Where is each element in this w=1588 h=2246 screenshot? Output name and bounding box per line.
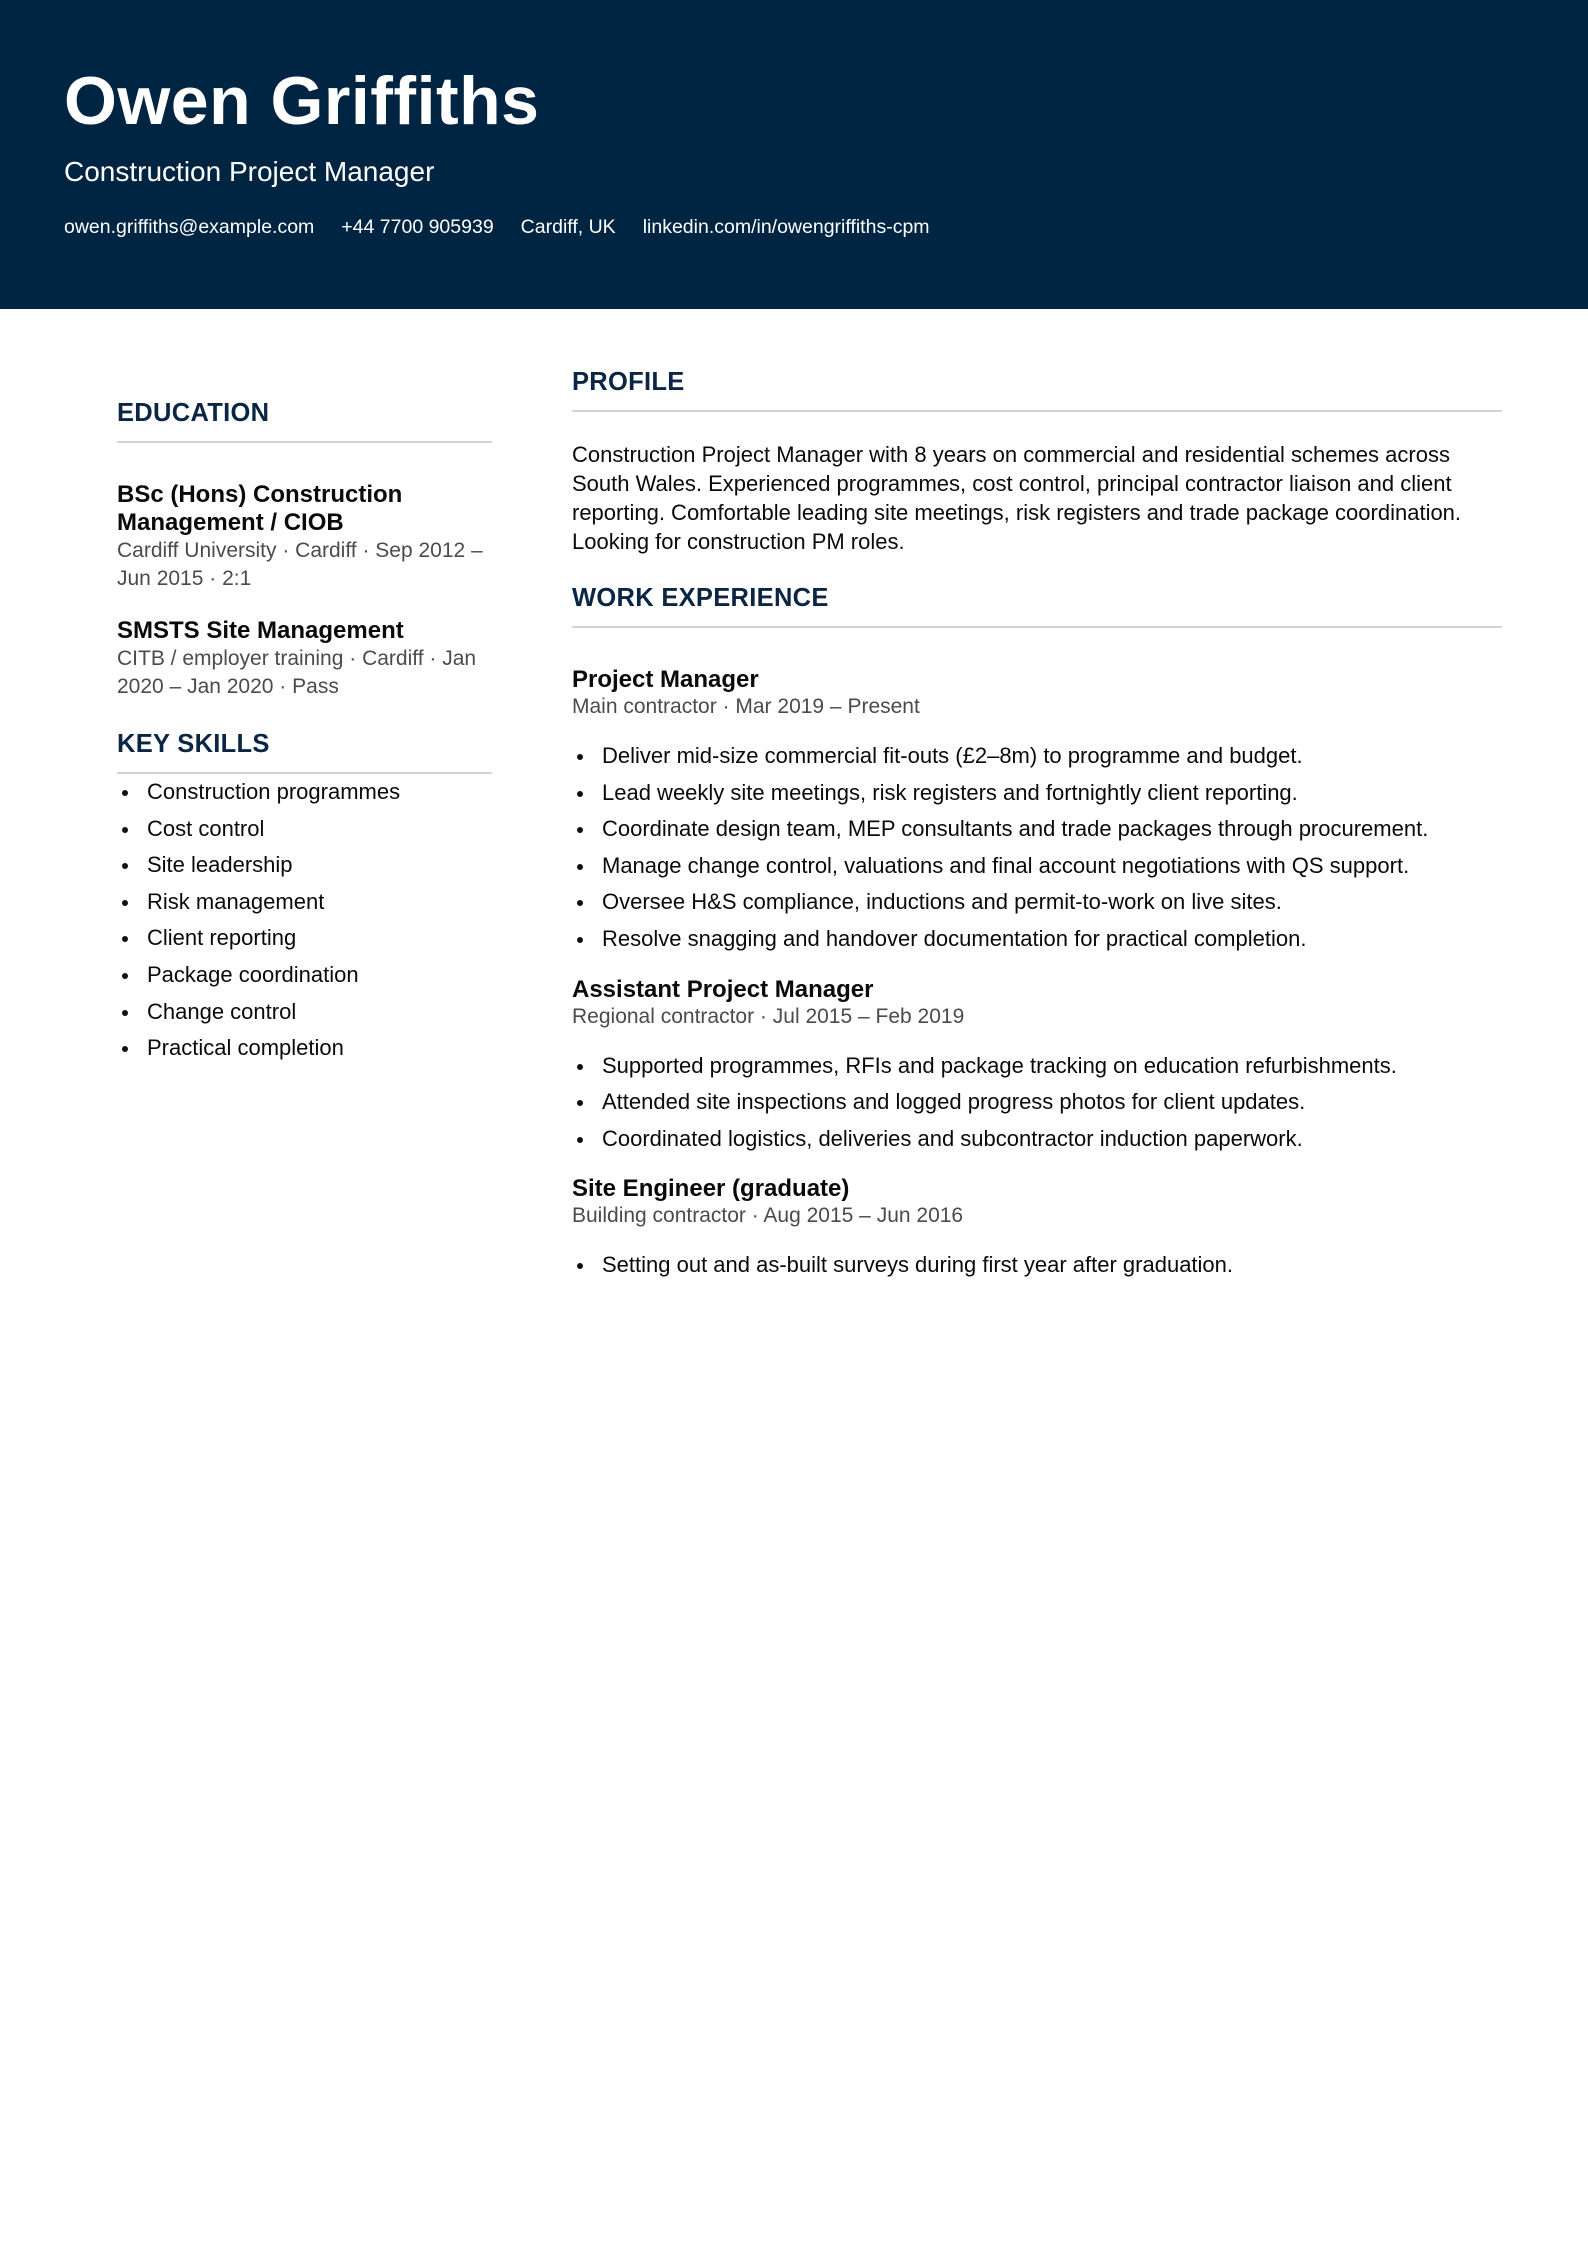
job-meta: Building contractor · Aug 2015 – Jun 2016 [572,1204,964,1228]
skill-item: Construction programmes [117,774,492,811]
job-entry [572,666,1502,958]
job-role: Project Manager [572,666,759,693]
job-role: Site Engineer (graduate) [572,1175,850,1203]
contact-linkedin[interactable]: linkedin.com/in/owengriffiths-cpm [642,216,930,238]
job-role: Assistant Project Manager [572,975,874,1003]
skills-list [117,774,492,1067]
skill-item: Package coordination [117,957,492,994]
education-item [117,481,492,593]
job-meta: Regional contractor · Jul 2015 – Feb 2019 [572,1004,965,1028]
skill-item: Cost control [117,811,492,848]
job-bullet: Oversee H&S compliance, inductions and permit-to-work on live sites. [572,884,1502,921]
candidate-name: Owen Griffiths [64,63,540,139]
job-list [572,666,1502,1284]
job-bullet: Deliver mid-size commercial fit-outs (£2–8m) to programme and budget. [572,738,1502,775]
skill-item: Site leadership [117,847,492,884]
candidate-title: Construction Project Manager [64,156,435,187]
education-meta: CITB / employer training · Cardiff · Jan 2020 – Jan 2020 · Pass [117,647,477,698]
job-entry [572,976,1502,1158]
education-meta: Cardiff University · Cardiff · Sep 2012 – Jun 2015 · 2:1 [117,539,483,590]
job-bullet: Coordinate design team, MEP consultants and trade packages through procurement. [572,811,1502,848]
main-column [572,367,1502,1284]
skill-item: Risk management [117,884,492,921]
resume-header [0,0,1588,309]
skill-item: Practical completion [117,1030,492,1067]
skill-item: Client reporting [117,920,492,957]
job-bullet: Setting out and as-built surveys during first year after graduation. [572,1247,1502,1284]
job-bullet: Attended site inspections and logged progress photos for client updates. [572,1084,1502,1121]
contact-email[interactable]: owen.griffiths@example.com [64,216,315,238]
skill-item: Change control [117,994,492,1031]
education-item [117,617,492,701]
job-bullet: Manage change control, valuations and final account negotiations with QS support. [572,848,1502,885]
job-bullets [572,1048,1502,1158]
sidebar [117,398,492,1067]
job-bullet: Coordinated logistics, deliveries and subcontractor induction paperwork. [572,1121,1502,1158]
job-bullets [572,1247,1502,1284]
education-degree: BSc (Hons) Construction Management / CIOB [117,481,403,536]
profile-heading: PROFILE [572,367,1502,412]
job-bullet: Lead weekly site meetings, risk registers and fortnightly client reporting. [572,775,1502,812]
profile-summary: Construction Project Manager with 8 years on commercial and residential schemes across South Wales. Experienced programmes, cost control, principal contractor liaison and client reporting. Comfortable leading site meetings, risk registers and trade package coordination. Looking for construction PM roles. [572,442,1462,554]
contact-phone[interactable]: +44 7700 905939 [341,216,494,238]
job-bullet: Resolve snagging and handover documentation for practical completion. [572,921,1502,958]
education-heading: EDUCATION [117,398,492,443]
job-bullets [572,738,1502,958]
contact-bar [64,216,930,239]
education-list [117,481,492,701]
skills-heading: KEY SKILLS [117,729,492,774]
work-experience-heading: WORK EXPERIENCE [572,583,1502,628]
contact-location: Cardiff, UK [520,216,616,238]
job-entry [572,1175,1502,1284]
job-bullet: Supported programmes, RFIs and package tracking on education refurbishments. [572,1048,1502,1085]
job-meta: Main contractor · Mar 2019 – Present [572,695,920,718]
education-degree: SMSTS Site Management [117,617,404,644]
